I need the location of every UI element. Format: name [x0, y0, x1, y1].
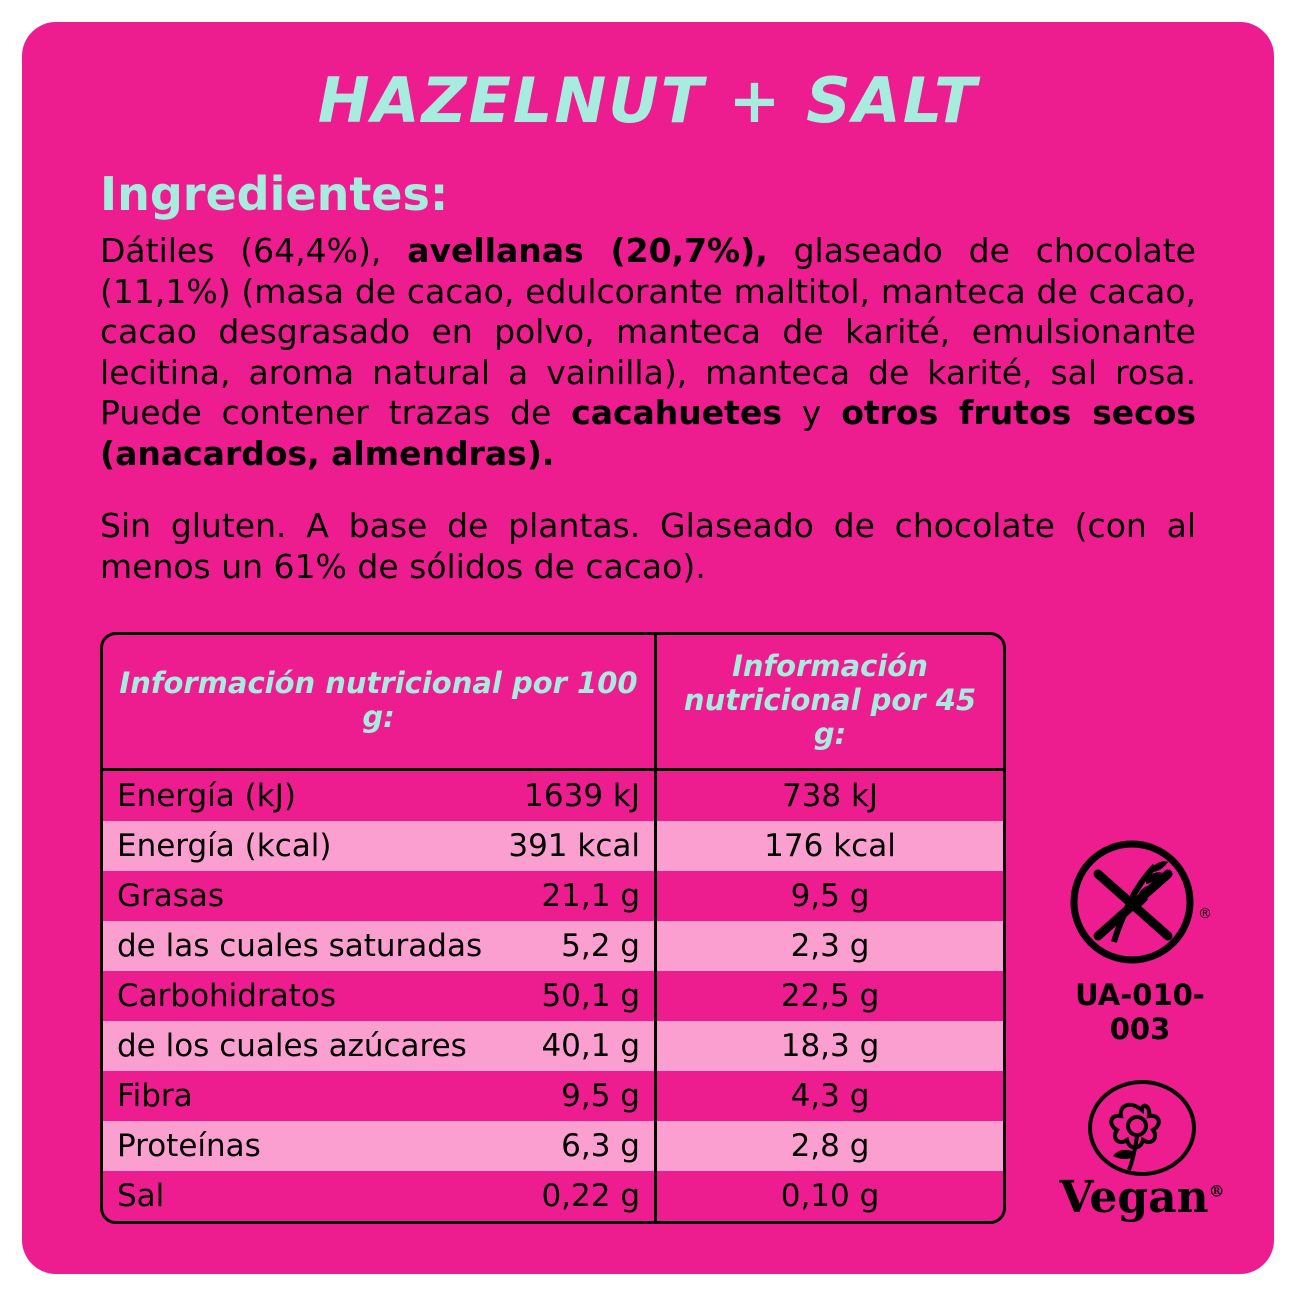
product-claims: Sin gluten. A base de plantas. Glaseado de chocolate (con al menos un 61% de sólidos de cacao).: [100, 506, 1196, 587]
nutrition-cell-per-45g: 9,5 g: [790, 877, 870, 914]
product-label: [22, 22, 1274, 1274]
nutrition-cell-per-100g: [103, 769, 656, 821]
vegan-text: Vegan: [1059, 1172, 1209, 1223]
table-row: [103, 871, 1003, 921]
nutrient-name: Grasas: [117, 877, 225, 914]
vegan-flower-icon: [1067, 1080, 1217, 1180]
nutrient-name: Energía (kJ): [117, 777, 296, 814]
table-row: [103, 1021, 1003, 1071]
nutrient-value-100g: 6,3 g: [561, 1127, 640, 1164]
nutrition-cell-per-100g: [103, 971, 656, 1021]
nutrition-cell-per-45g: 2,3 g: [656, 921, 1004, 971]
nutrient-value-100g: 1639 kJ: [524, 777, 640, 814]
table-row: [103, 971, 1003, 1021]
nutrient-name: de las cuales saturadas: [117, 927, 483, 964]
nutrient-name: de los cuales azúcares: [117, 1027, 467, 1064]
ingredients-allergen-peanuts: cacahuetes: [571, 393, 782, 433]
table-row: [103, 769, 1003, 821]
nutrition-cell-per-45g: 0,10 g: [780, 1177, 880, 1214]
nutrient-name: Proteínas: [117, 1127, 261, 1164]
vegan-label: Vegan®: [1059, 1172, 1225, 1223]
nutrition-cell-per-100g: [103, 1171, 656, 1221]
crossed-grain-icon: [1060, 840, 1220, 970]
gluten-free-code: UA-010-003: [1075, 978, 1205, 1046]
gluten-free-badge: [1050, 840, 1230, 1046]
nutrient-value-100g: 0,22 g: [541, 1177, 640, 1214]
nutrient-name: Carbohidratos: [117, 977, 336, 1014]
nutrient-value-100g: 391 kcal: [508, 827, 640, 864]
nutrient-value-100g: 5,2 g: [561, 927, 640, 964]
nutrition-cell-per-45g: 176 kcal: [656, 821, 1004, 871]
nutrition-table-header-row: [103, 635, 1003, 769]
ingredients-part-1: Dátiles (64,4%),: [100, 231, 408, 270]
vegan-badge: [1052, 1080, 1232, 1223]
ingredients-allergen-hazelnuts: avellanas (20,7%),: [407, 231, 768, 270]
nutrient-name: Fibra: [117, 1077, 193, 1114]
nutrition-cell-per-100g: [103, 821, 656, 871]
table-row: [103, 1071, 1003, 1121]
nutrition-header-45g: Información nutricional por 45 g:: [656, 635, 1004, 769]
table-row: [103, 921, 1003, 971]
table-row: [103, 821, 1003, 871]
nutrition-cell-per-45g: 22,5 g: [780, 977, 880, 1014]
nutrition-cell-per-45g: 2,8 g: [656, 1121, 1004, 1171]
ingredients-part-2: glaseado de chocolate (11,1%) (masa de cacao, edulcorante maltitol, manteca de cacao, cacao desgrasado en polvo, manteca de karité, emulsionante lecitina, aroma natural a vainilla), manteca de karité, sal rosa. Puede contener trazas de: [100, 231, 1196, 433]
nutrition-cell-per-100g: [103, 1121, 656, 1171]
ingredients-heading: Ingredientes:: [100, 167, 449, 221]
nutrient-name: Energía (kcal): [117, 827, 332, 864]
nutrient-name: Sal: [117, 1177, 165, 1214]
nutrition-cell-per-45g: 738 kJ: [781, 777, 879, 814]
nutrition-cell-per-100g: [103, 871, 656, 921]
nutrient-value-100g: 50,1 g: [541, 977, 640, 1014]
svg-text:®: ®: [1198, 906, 1212, 922]
ingredients-part-3: y: [781, 393, 842, 433]
ingredients-allergen-nuts: otros frutos secos (anacardos, almendras).: [100, 393, 1197, 473]
table-row: [103, 1171, 1003, 1221]
nutrition-cell-per-45g: 18,3 g: [656, 1021, 1004, 1071]
nutrition-table: [100, 632, 1006, 1224]
page-title: HAZELNUT + SALT: [317, 64, 979, 137]
nutrition-cell-per-45g: 4,3 g: [790, 1077, 870, 1114]
nutrient-value-100g: 40,1 g: [541, 1027, 640, 1064]
nutrient-value-100g: 9,5 g: [561, 1077, 640, 1114]
nutrition-cell-per-100g: [103, 1071, 656, 1121]
nutrition-cell-per-100g: [103, 1021, 656, 1071]
table-row: [103, 1121, 1003, 1171]
nutrient-value-100g: 21,1 g: [541, 877, 640, 914]
nutrition-header-100g: Información nutricional por 100 g:: [103, 635, 656, 769]
ingredients-text: [100, 231, 1196, 474]
nutrition-cell-per-100g: [103, 921, 656, 971]
